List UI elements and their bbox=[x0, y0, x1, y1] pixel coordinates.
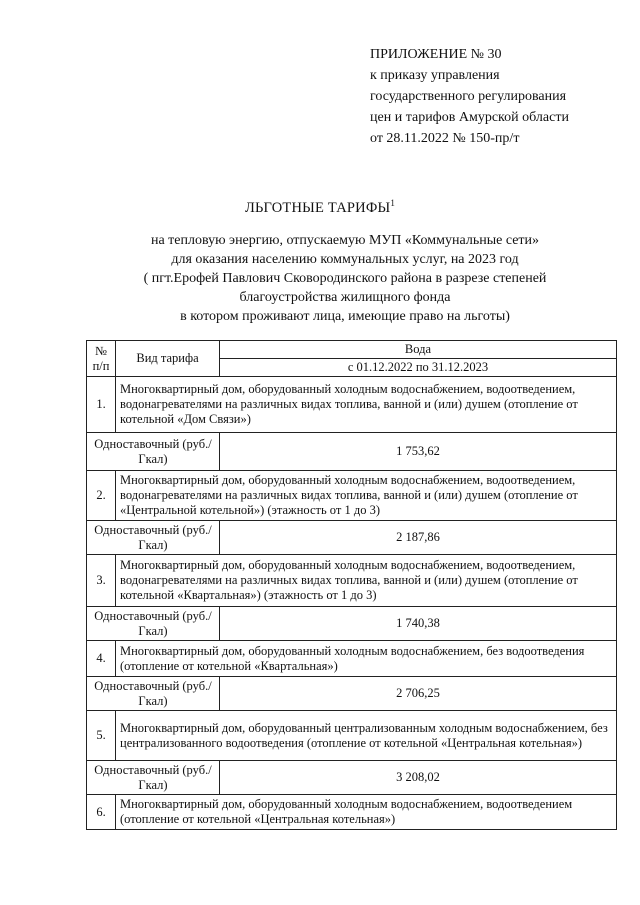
row-number: 5. bbox=[87, 711, 116, 761]
tariff-value: 2 706,25 bbox=[220, 677, 617, 711]
header-tariff-type: Вид тарифа bbox=[116, 341, 220, 377]
table-row bbox=[87, 377, 617, 433]
table-row bbox=[87, 795, 617, 830]
table-row bbox=[87, 641, 617, 677]
appendix-block bbox=[370, 44, 569, 149]
row-number: 6. bbox=[87, 795, 116, 830]
tariff-type-cell: Одноставочный (руб./Гкал) bbox=[87, 521, 220, 555]
tariff-value: 1 753,62 bbox=[220, 433, 617, 471]
subtitle-line-3: ( пгт.Ерофей Павлович Сковородинского района в разрезе степеней bbox=[143, 271, 547, 286]
row-number: 4. bbox=[87, 641, 116, 677]
tariff-type-cell: Одноставочный (руб./Гкал) bbox=[87, 607, 220, 641]
subtitle-line-5: в котором проживают лица, имеющие право на льготы) bbox=[180, 309, 510, 324]
table-row bbox=[87, 555, 617, 607]
table-row bbox=[87, 521, 617, 555]
row-number: 2. bbox=[87, 471, 116, 521]
tariff-value: 3 208,02 bbox=[220, 761, 617, 795]
table-row bbox=[87, 471, 617, 521]
row-description: Многоквартирный дом, оборудованный холодным водоснабжением, водоотведением, водонагревателями на различных видах топлива, ванной и (или) душем (отопление от котельной «Квартальная») (этажность от 1 до 3) bbox=[116, 555, 617, 607]
row-description: Многоквартирный дом, оборудованный централизованным холодным водоснабжением, без централизованного водоотведения (отопление от котельной «Центральная котельная») bbox=[116, 711, 617, 761]
table-row bbox=[87, 677, 617, 711]
table-row bbox=[87, 433, 617, 471]
row-description: Многоквартирный дом, оборудованный холодным водоснабжением, водоотведением, водонагревателями на различных видах топлива, ванной и (или) душем (отопление от котельной «Дом Связи») bbox=[116, 377, 617, 433]
tariff-value: 1 740,38 bbox=[220, 607, 617, 641]
document-title bbox=[0, 198, 640, 217]
tariff-type-cell: Одноставочный (руб./Гкал) bbox=[87, 677, 220, 711]
subtitle-line-2: для оказания населению коммунальных услуг, на 2023 год bbox=[171, 252, 519, 267]
header-period: с 01.12.2022 по 31.12.2023 bbox=[220, 359, 617, 377]
tariff-table bbox=[86, 340, 617, 830]
appendix-authority-line: государственного регулирования bbox=[370, 89, 567, 104]
header-water: Вода bbox=[220, 341, 617, 359]
row-number: 1. bbox=[87, 377, 116, 433]
appendix-order-line: к приказу управления bbox=[370, 68, 500, 83]
document-title-text: ЛЬГОТНЫЕ ТАРИФЫ bbox=[244, 199, 391, 216]
tariff-value: 2 187,86 bbox=[220, 521, 617, 555]
header-number: № п/п bbox=[87, 341, 116, 377]
title-footnote-mark: 1 bbox=[390, 198, 396, 208]
appendix-authority-line-2: цен и тарифов Амурской области bbox=[370, 110, 569, 125]
appendix-date: от 28.11.2022 № 150-пр/т bbox=[370, 131, 520, 146]
tariff-type-cell: Одноставочный (руб./Гкал) bbox=[87, 761, 220, 795]
row-description: Многоквартирный дом, оборудованный холодным водоснабжением, водоотведением, водонагревателями на различных видах топлива, ванной и (или) душем (отопление от «Центральной котельной») (этажность от 1 до 3) bbox=[116, 471, 617, 521]
table-row bbox=[87, 607, 617, 641]
table-row bbox=[87, 711, 617, 761]
row-description: Многоквартирный дом, оборудованный холодным водоснабжением, без водоотведения (отопление от котельной «Квартальная») bbox=[116, 641, 617, 677]
subtitle-line-4: благоустройства жилищного фонда bbox=[239, 290, 451, 305]
document-subtitle bbox=[60, 231, 630, 326]
appendix-number: ПРИЛОЖЕНИЕ № 30 bbox=[370, 47, 502, 62]
subtitle-line-1: на тепловую энергию, отпускаемую МУП «Коммунальные сети» bbox=[150, 233, 540, 248]
row-description: Многоквартирный дом, оборудованный холодным водоснабжением, водоотведением (отопление от котельной «Центральная котельная») bbox=[116, 795, 617, 830]
tariff-type-cell: Одноставочный (руб./Гкал) bbox=[87, 433, 220, 471]
row-number: 3. bbox=[87, 555, 116, 607]
table-row bbox=[87, 761, 617, 795]
